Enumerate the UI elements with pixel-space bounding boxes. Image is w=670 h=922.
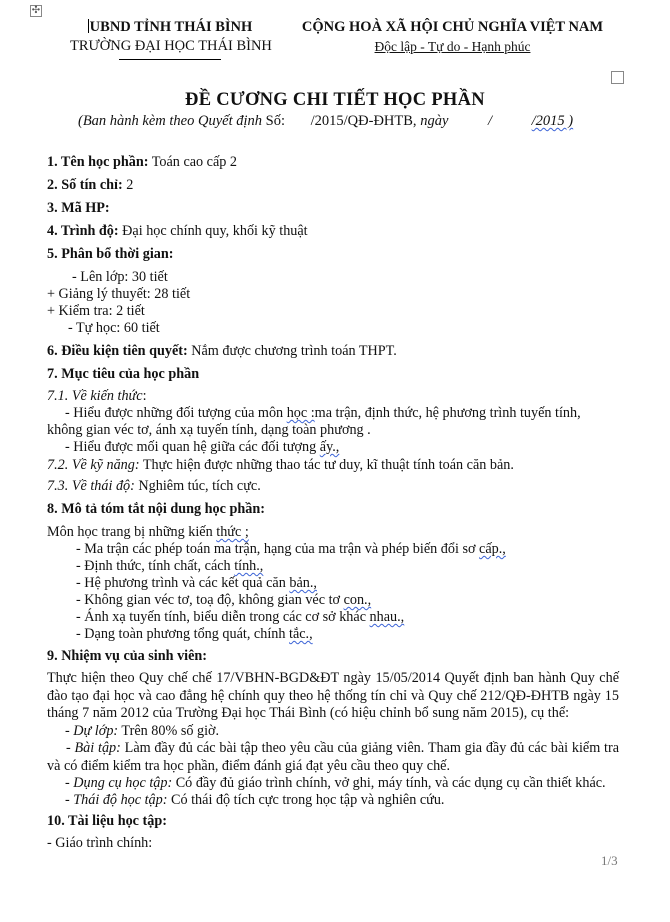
time-item: + Giảng lý thuyết: 28 tiết <box>47 286 191 302</box>
section-5-label: 5. Phân bổ thời gian: <box>47 246 174 262</box>
knowledge-item-1-a: - Hiểu được những đối tượng của môn <box>65 405 287 421</box>
subtitle-year: /2015 ) <box>531 113 574 129</box>
header-authority-text: UBND TỈNH THÁI BÌNH <box>89 19 253 35</box>
duty-attitude <box>65 792 444 809</box>
section-10 <box>47 813 167 830</box>
knowledge-item-1-flag: học : <box>286 405 315 421</box>
header-right-block <box>300 18 605 56</box>
header-country: CỘNG HOÀ XÃ HỘI CHỦ NGHĨA VIỆT NAM <box>301 19 604 35</box>
knowledge-item-2-a: - Hiểu được mối quan hệ giữa các đối tượng <box>65 439 320 455</box>
skill-label: 7.2. Về kỹ năng: <box>47 457 140 473</box>
duty-attendance-value: Trên 80% số giờ. <box>118 723 220 739</box>
duty-tools <box>65 775 606 792</box>
content-item-flag: con., <box>343 592 372 608</box>
skill-value: Thực hiện được những thao tác tư duy, kĩ thuật tính toán căn bản. <box>139 457 514 473</box>
section-9 <box>47 648 207 665</box>
content-item <box>76 558 263 575</box>
content-item-flag: bản., <box>289 575 317 591</box>
objective-knowledge-heading <box>47 388 147 405</box>
duty-tools-value: Có đầy đủ giáo trình chính, vở ghi, máy tính, và các dụng cụ cần thiết khác. <box>172 775 606 791</box>
duty-homework-label: - Bài tập: <box>66 740 121 756</box>
header-motto: Độc lập - Tự do - Hạnh phúc <box>374 39 531 54</box>
content-item-flag: nhau., <box>369 609 405 625</box>
content-intro <box>47 524 249 541</box>
attitude-value: Nghiêm túc, tích cực. <box>134 478 261 494</box>
knowledge-label: 7.1. Về kiến thức <box>47 388 143 404</box>
content-item-text: - Ánh xạ tuyến tính, biểu diễn trong các cơ sở khác <box>76 609 370 625</box>
subtitle-slash: / <box>488 113 493 129</box>
section-1-value: Toán cao cấp 2 <box>148 154 238 170</box>
knowledge-item-1-b: ma trận, định thức, hệ phương trình tuyến tính, <box>314 405 581 421</box>
section-1-label: 1. Tên học phần: <box>47 154 149 170</box>
section-3 <box>47 200 110 217</box>
content-item <box>76 575 317 592</box>
section-7 <box>47 366 199 383</box>
duty-attendance-label: - Dự lớp: <box>65 723 119 739</box>
time-item: + Kiểm tra: 2 tiết <box>47 303 145 319</box>
duty-tools-label: - Dụng cụ học tập: <box>65 775 173 791</box>
section-1 <box>47 154 237 171</box>
knowledge-item-1 <box>47 405 619 423</box>
subtitle-ngay: ngày <box>420 113 449 129</box>
subtitle-italic: (Ban hành kèm theo Quyết định <box>78 113 263 129</box>
header-authority <box>70 18 270 37</box>
materials-item: - Giáo trình chính: <box>47 835 153 851</box>
content-item <box>76 626 313 643</box>
content-intro-text: Môn học trang bị những kiến <box>47 524 217 540</box>
objective-attitude <box>47 478 261 495</box>
content-item-text: - Ma trận các phép toán ma trận, hạng của ma trận và phép biến đổi sơ <box>76 541 480 557</box>
objective-skill <box>47 457 514 474</box>
section-8-label: 8. Mô tả tóm tắt nội dung học phần: <box>47 501 265 517</box>
section-2-label: 2. Số tín chỉ: <box>47 177 123 193</box>
section-7-label: 7. Mục tiêu của học phần <box>47 366 200 382</box>
document-subtitle <box>78 113 573 130</box>
content-item-text: - Hệ phương trình và các kết quả căn <box>76 575 290 591</box>
duty-attitude-label: - Thái độ học tập: <box>65 792 168 808</box>
section-4-value: Đại học chính quy, khối kỹ thuật <box>118 223 308 239</box>
content-item-text: - Định thức, tính chất, cách <box>76 558 235 574</box>
duty-attendance <box>65 723 219 740</box>
time-item: - Lên lớp: 30 tiết <box>72 269 168 285</box>
subtitle-so: Số: <box>265 113 285 129</box>
section-2 <box>47 177 133 194</box>
duty-homework-value: Làm đầy đủ các bài tập theo yêu cầu của giảng viên. Tham gia đầy đủ các bài kiểm tra và có điểm kiểm tra học phần, điểm đánh giá đạt yêu cầu theo quy chế. <box>47 740 620 774</box>
document-title: ĐỀ CƯƠNG CHI TIẾT HỌC PHẦN <box>185 90 485 110</box>
page-number: 1/3 <box>601 853 618 868</box>
content-item <box>76 592 371 609</box>
content-item <box>76 541 506 558</box>
section-6 <box>47 343 397 360</box>
section-10-label: 10. Tài liệu học tập: <box>47 813 167 829</box>
knowledge-item-2-flag: ấy., <box>319 439 340 455</box>
section-5 <box>47 246 174 263</box>
content-item-text: - Dạng toàn phương tổng quát, chính <box>76 626 289 642</box>
content-item-flag: cấp., <box>479 541 506 557</box>
duties-intro: Thực hiện theo Quy chế chế 17/VBHN-BGD&ĐT ngày 15/05/2014 Quyết định ban hành Quy chế đào tạo đại học và cao đẳng hệ chính quy theo hệ thống tín chỉ và Quy chế 212/QĐ-ĐHTB ngày 15 tháng 7 năm 2012 của Trường Đại học Thái Bình (có hiệu chỉnh bổ sung năm 2015), cụ thể: <box>47 670 619 721</box>
header-school: TRƯỜNG ĐẠI HỌC THÁI BÌNH <box>70 38 272 54</box>
subtitle-number: /2015/QĐ-ĐHTB, <box>310 113 417 129</box>
section-9-label: 9. Nhiệm vụ của sinh viên: <box>47 648 208 664</box>
header-left-rule <box>119 59 221 60</box>
knowledge-colon: : <box>142 388 147 404</box>
content-item-flag: tắc., <box>289 626 313 642</box>
section-8 <box>47 501 265 518</box>
table-move-handle-icon[interactable]: ✣ <box>31 5 41 16</box>
content-item-text: - Không gian véc tơ, toạ độ, không gian véc tơ <box>76 592 344 608</box>
section-2-value: 2 <box>122 177 134 193</box>
content-item-flag: tính., <box>234 558 264 574</box>
section-4-label: 4. Trình độ: <box>47 223 119 239</box>
knowledge-item-2 <box>65 439 339 456</box>
content-item <box>76 609 404 626</box>
section-3-label: 3. Mã HP: <box>47 200 110 216</box>
text-cursor <box>88 19 89 33</box>
header-left-block <box>70 18 270 60</box>
knowledge-item-1-line2: không gian véc tơ, ánh xạ tuyến tính, dạng toàn phương . <box>47 422 371 438</box>
duty-attitude-value: Có thái độ tích cực trong học tập và nghiên cứu. <box>167 792 445 808</box>
time-item: - Tự học: 60 tiết <box>68 320 160 336</box>
section-6-value: Nắm được chương trình toán THPT. <box>187 343 397 359</box>
duty-homework <box>47 740 619 775</box>
content-intro-flag: thức ; <box>216 524 249 540</box>
section-4 <box>47 223 308 240</box>
attitude-label: 7.3. Về thái độ: <box>47 478 135 494</box>
text-box-handle[interactable] <box>611 71 624 84</box>
section-6-label: 6. Điều kiện tiên quyết: <box>47 343 188 359</box>
